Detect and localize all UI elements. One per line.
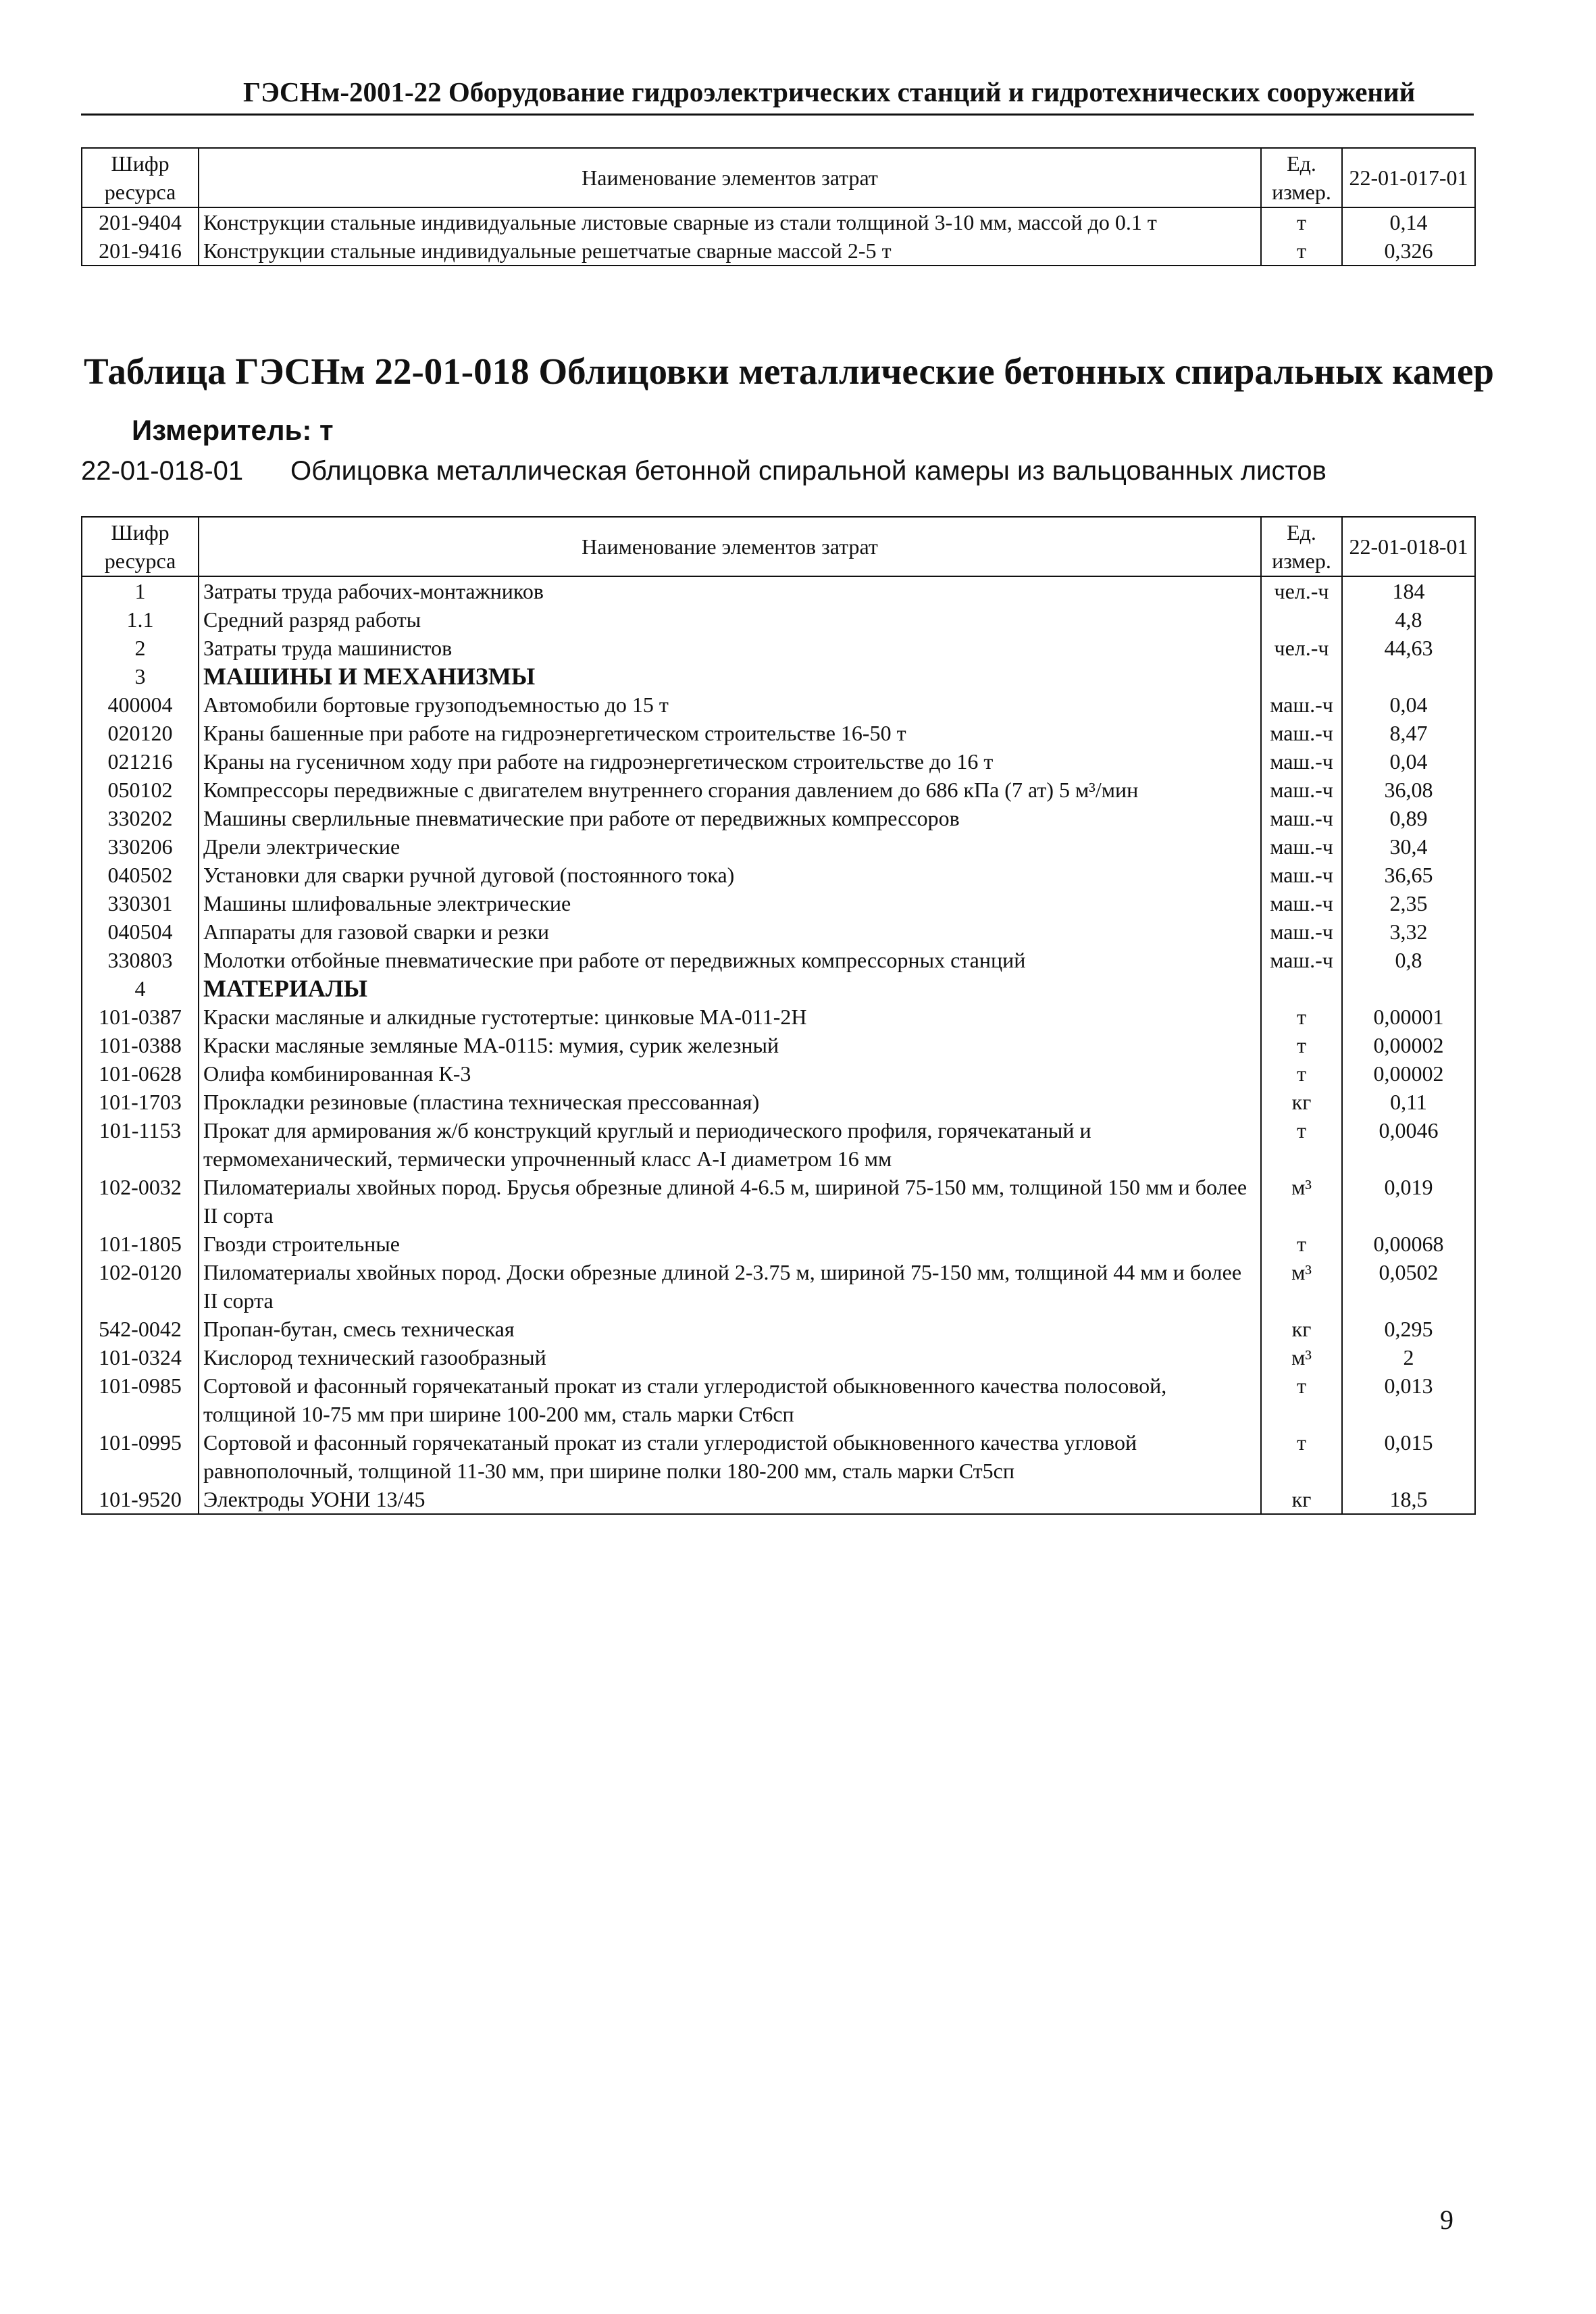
cell-name: Сортовой и фасонный горячекатаный прокат из стали углеродистой обыкновенного качества угловой равнополочный, толщиной 11-30 мм, при ширине полки 180-200 мм, сталь марки Ст5сп (199, 1428, 1261, 1485)
cell-unit: маш.-ч (1261, 690, 1342, 719)
cell-name: Установки для сварки ручной дуговой (постоянного тока) (199, 861, 1261, 889)
cell-unit: т (1261, 207, 1342, 236)
cell-value: 3,32 (1342, 917, 1475, 946)
cell-code: 101-0387 (82, 1003, 199, 1031)
cell-code: 330803 (82, 946, 199, 974)
cell-name: Конструкции стальные индивидуальные решетчатые сварные массой 2-5 т (199, 236, 1261, 266)
cell-unit: маш.-ч (1261, 861, 1342, 889)
table-row (82, 576, 1475, 605)
cell-unit: т (1261, 1428, 1342, 1485)
cell-code: 330202 (82, 804, 199, 832)
cell-code: 101-0995 (82, 1428, 199, 1485)
section-row (82, 662, 1475, 690)
cell-code: 201-9416 (82, 236, 199, 266)
cell-value (1342, 662, 1475, 690)
cell-name: Затраты труда машинистов (199, 634, 1261, 662)
cell-value: 30,4 (1342, 832, 1475, 861)
cell-unit: кг (1261, 1315, 1342, 1343)
col-header-norm: 22-01-018-01 (1342, 517, 1475, 576)
cell-value: 8,47 (1342, 719, 1475, 747)
cell-code: 050102 (82, 776, 199, 804)
cell-name: Краски масляные и алкидные густотертые: цинковые МА-011-2Н (199, 1003, 1261, 1031)
cell-value: 0,0046 (1342, 1116, 1475, 1173)
table-row (82, 236, 1475, 266)
cell-unit (1261, 662, 1342, 690)
cell-code: 330206 (82, 832, 199, 861)
cell-unit: т (1261, 1116, 1342, 1173)
cell-name: Кислород технический газообразный (199, 1343, 1261, 1372)
col-header-norm: 22-01-017-01 (1342, 148, 1475, 207)
table-row (82, 1173, 1475, 1230)
cell-unit: маш.-ч (1261, 776, 1342, 804)
cell-name: Пропан-бутан, смесь техническая (199, 1315, 1261, 1343)
cell-name: Дрели электрические (199, 832, 1261, 861)
cell-unit: кг (1261, 1088, 1342, 1116)
cell-code: 2 (82, 634, 199, 662)
cell-name: Аппараты для газовой сварки и резки (199, 917, 1261, 946)
table-row (82, 1088, 1475, 1116)
cell-value: 36,08 (1342, 776, 1475, 804)
table-row (82, 1315, 1475, 1343)
cell-code: 020120 (82, 719, 199, 747)
table-row (82, 1059, 1475, 1088)
cell-value: 0,04 (1342, 747, 1475, 776)
cell-name: Пиломатериалы хвойных пород. Брусья обрезные длиной 4-6.5 м, шириной 75-150 мм, толщиной 150 мм и более II сорта (199, 1173, 1261, 1230)
cell-code: 101-1805 (82, 1230, 199, 1258)
table-main (81, 516, 1476, 1515)
col-header-unit: Ед. измер. (1261, 517, 1342, 576)
cell-code: 201-9404 (82, 207, 199, 236)
cell-name: Краны на гусеничном ходу при работе на гидроэнергетическом строительстве до 16 т (199, 747, 1261, 776)
cell-code: 040504 (82, 917, 199, 946)
cell-name: Средний разряд работы (199, 605, 1261, 634)
cell-name: Сортовой и фасонный горячекатаный прокат из стали углеродистой обыкновенного качества полосовой, толщиной 10-75 мм при ширине 100-200 мм, сталь марки Ст6сп (199, 1372, 1261, 1428)
cell-name: МАТЕРИАЛЫ (199, 974, 1261, 1003)
cell-name: Затраты труда рабочих-монтажников (199, 576, 1261, 605)
cell-unit (1261, 974, 1342, 1003)
table-row (82, 1343, 1475, 1372)
cell-code: 1.1 (82, 605, 199, 634)
table-row (82, 207, 1475, 236)
cell-name: Машины шлифовальные электрические (199, 889, 1261, 917)
cell-value: 0,015 (1342, 1428, 1475, 1485)
table-row (82, 719, 1475, 747)
table-row (82, 946, 1475, 974)
col-header-unit: Ед. измер. (1261, 148, 1342, 207)
page-header: ГЭСНм-2001-22 Оборудование гидроэлектрических станций и гидротехнических сооружений (243, 76, 1416, 107)
cell-unit (1261, 605, 1342, 634)
cell-name: Молотки отбойные пневматические при работе от передвижных компрессорных станций (199, 946, 1261, 974)
table-row (82, 1428, 1475, 1485)
cell-code: 400004 (82, 690, 199, 719)
cell-name: Компрессоры передвижные с двигателем внутреннего сгорания давлением до 686 кПа (7 ат) 5 м³/мин (199, 776, 1261, 804)
cell-value (1342, 974, 1475, 1003)
cell-code: 101-1703 (82, 1088, 199, 1116)
table-row (82, 1258, 1475, 1315)
cell-code: 542-0042 (82, 1315, 199, 1343)
cell-code: 101-0985 (82, 1372, 199, 1428)
cell-code: 101-0324 (82, 1343, 199, 1372)
cell-value: 0,8 (1342, 946, 1475, 974)
cell-value: 36,65 (1342, 861, 1475, 889)
cell-unit: кг (1261, 1485, 1342, 1514)
section-row (82, 974, 1475, 1003)
cell-code: 101-1153 (82, 1116, 199, 1173)
cell-value: 2 (1342, 1343, 1475, 1372)
cell-unit: т (1261, 236, 1342, 266)
cell-unit: маш.-ч (1261, 832, 1342, 861)
cell-unit: маш.-ч (1261, 917, 1342, 946)
cell-name: Автомобили бортовые грузоподъемностью до 15 т (199, 690, 1261, 719)
col-header-code: Шифр ресурса (82, 148, 199, 207)
meter-label: Измеритель: т (132, 414, 334, 446)
cell-code: 1 (82, 576, 199, 605)
cell-unit: т (1261, 1003, 1342, 1031)
cell-unit: т (1261, 1031, 1342, 1059)
table-row (82, 605, 1475, 634)
table-row (82, 634, 1475, 662)
table-row (82, 1372, 1475, 1428)
cell-code: 3 (82, 662, 199, 690)
cell-value: 184 (1342, 576, 1475, 605)
table-row (82, 1116, 1475, 1173)
cell-name: МАШИНЫ И МЕХАНИЗМЫ (199, 662, 1261, 690)
cell-value: 0,04 (1342, 690, 1475, 719)
cell-code: 102-0120 (82, 1258, 199, 1315)
cell-unit: т (1261, 1372, 1342, 1428)
cell-unit: маш.-ч (1261, 946, 1342, 974)
col-header-name: Наименование элементов затрат (199, 148, 1261, 207)
cell-unit: т (1261, 1230, 1342, 1258)
cell-value: 0,14 (1342, 207, 1475, 236)
table-row (82, 1031, 1475, 1059)
cell-unit: м³ (1261, 1343, 1342, 1372)
cell-value: 0,0502 (1342, 1258, 1475, 1315)
cell-code: 021216 (82, 747, 199, 776)
table-row (82, 889, 1475, 917)
table-row (82, 690, 1475, 719)
cell-value: 0,89 (1342, 804, 1475, 832)
table-row (82, 804, 1475, 832)
cell-name: Гвозди строительные (199, 1230, 1261, 1258)
table-row (82, 1003, 1475, 1031)
cell-code: 101-9520 (82, 1485, 199, 1514)
cell-unit: т (1261, 1059, 1342, 1088)
table-title: Таблица ГЭСНм 22-01-018 Облицовки металлические бетонных спиральных камер (84, 351, 1494, 392)
norm-name: Облицовка металлическая бетонной спиральной камеры из вальцованных листов (290, 456, 1327, 486)
cell-value: 0,00002 (1342, 1031, 1475, 1059)
cell-name: Электроды УОНИ 13/45 (199, 1485, 1261, 1514)
cell-name: Олифа комбинированная К-3 (199, 1059, 1261, 1088)
cell-value: 44,63 (1342, 634, 1475, 662)
table-previous (81, 147, 1476, 266)
cell-value: 2,35 (1342, 889, 1475, 917)
cell-value: 0,019 (1342, 1173, 1475, 1230)
norm-code: 22-01-018-01 (81, 456, 244, 486)
cell-code: 102-0032 (82, 1173, 199, 1230)
cell-code: 040502 (82, 861, 199, 889)
cell-name: Краски масляные земляные МА-0115: мумия, сурик железный (199, 1031, 1261, 1059)
cell-code: 330301 (82, 889, 199, 917)
cell-unit: чел.-ч (1261, 634, 1342, 662)
cell-unit: маш.-ч (1261, 804, 1342, 832)
cell-name: Машины сверлильные пневматические при работе от передвижных компрессоров (199, 804, 1261, 832)
cell-unit: маш.-ч (1261, 719, 1342, 747)
header-rule (81, 114, 1474, 116)
cell-value: 0,013 (1342, 1372, 1475, 1428)
cell-code: 101-0628 (82, 1059, 199, 1088)
cell-code: 4 (82, 974, 199, 1003)
table-row (82, 861, 1475, 889)
cell-unit: маш.-ч (1261, 889, 1342, 917)
cell-value: 0,00001 (1342, 1003, 1475, 1031)
table-row (82, 747, 1475, 776)
cell-value: 18,5 (1342, 1485, 1475, 1514)
cell-value: 4,8 (1342, 605, 1475, 634)
table-row (82, 1230, 1475, 1258)
cell-name: Пиломатериалы хвойных пород. Доски обрезные длиной 2-3.75 м, шириной 75-150 мм, толщиной 44 мм и более II сорта (199, 1258, 1261, 1315)
cell-value: 0,00002 (1342, 1059, 1475, 1088)
cell-unit: м³ (1261, 1173, 1342, 1230)
page-number: 9 (1440, 2205, 1453, 2235)
table-row (82, 776, 1475, 804)
cell-name: Конструкции стальные индивидуальные листовые сварные из стали толщиной 3-10 мм, массой до 0.1 т (199, 207, 1261, 236)
cell-value: 0,00068 (1342, 1230, 1475, 1258)
cell-value: 0,11 (1342, 1088, 1475, 1116)
cell-value: 0,295 (1342, 1315, 1475, 1343)
table-row (82, 917, 1475, 946)
cell-name: Прокат для армирования ж/б конструкций круглый и периодического профиля, горячекатаный и термомеханический, термически упрочненный класс А-I диаметром 16 мм (199, 1116, 1261, 1173)
table-row (82, 1485, 1475, 1514)
cell-value: 0,326 (1342, 236, 1475, 266)
cell-unit: маш.-ч (1261, 747, 1342, 776)
table-row (82, 832, 1475, 861)
cell-unit: чел.-ч (1261, 576, 1342, 605)
cell-name: Краны башенные при работе на гидроэнергетическом строительстве 16-50 т (199, 719, 1261, 747)
col-header-name: Наименование элементов затрат (199, 517, 1261, 576)
cell-code: 101-0388 (82, 1031, 199, 1059)
cell-unit: м³ (1261, 1258, 1342, 1315)
cell-name: Прокладки резиновые (пластина техническая прессованная) (199, 1088, 1261, 1116)
col-header-code: Шифр ресурса (82, 517, 199, 576)
